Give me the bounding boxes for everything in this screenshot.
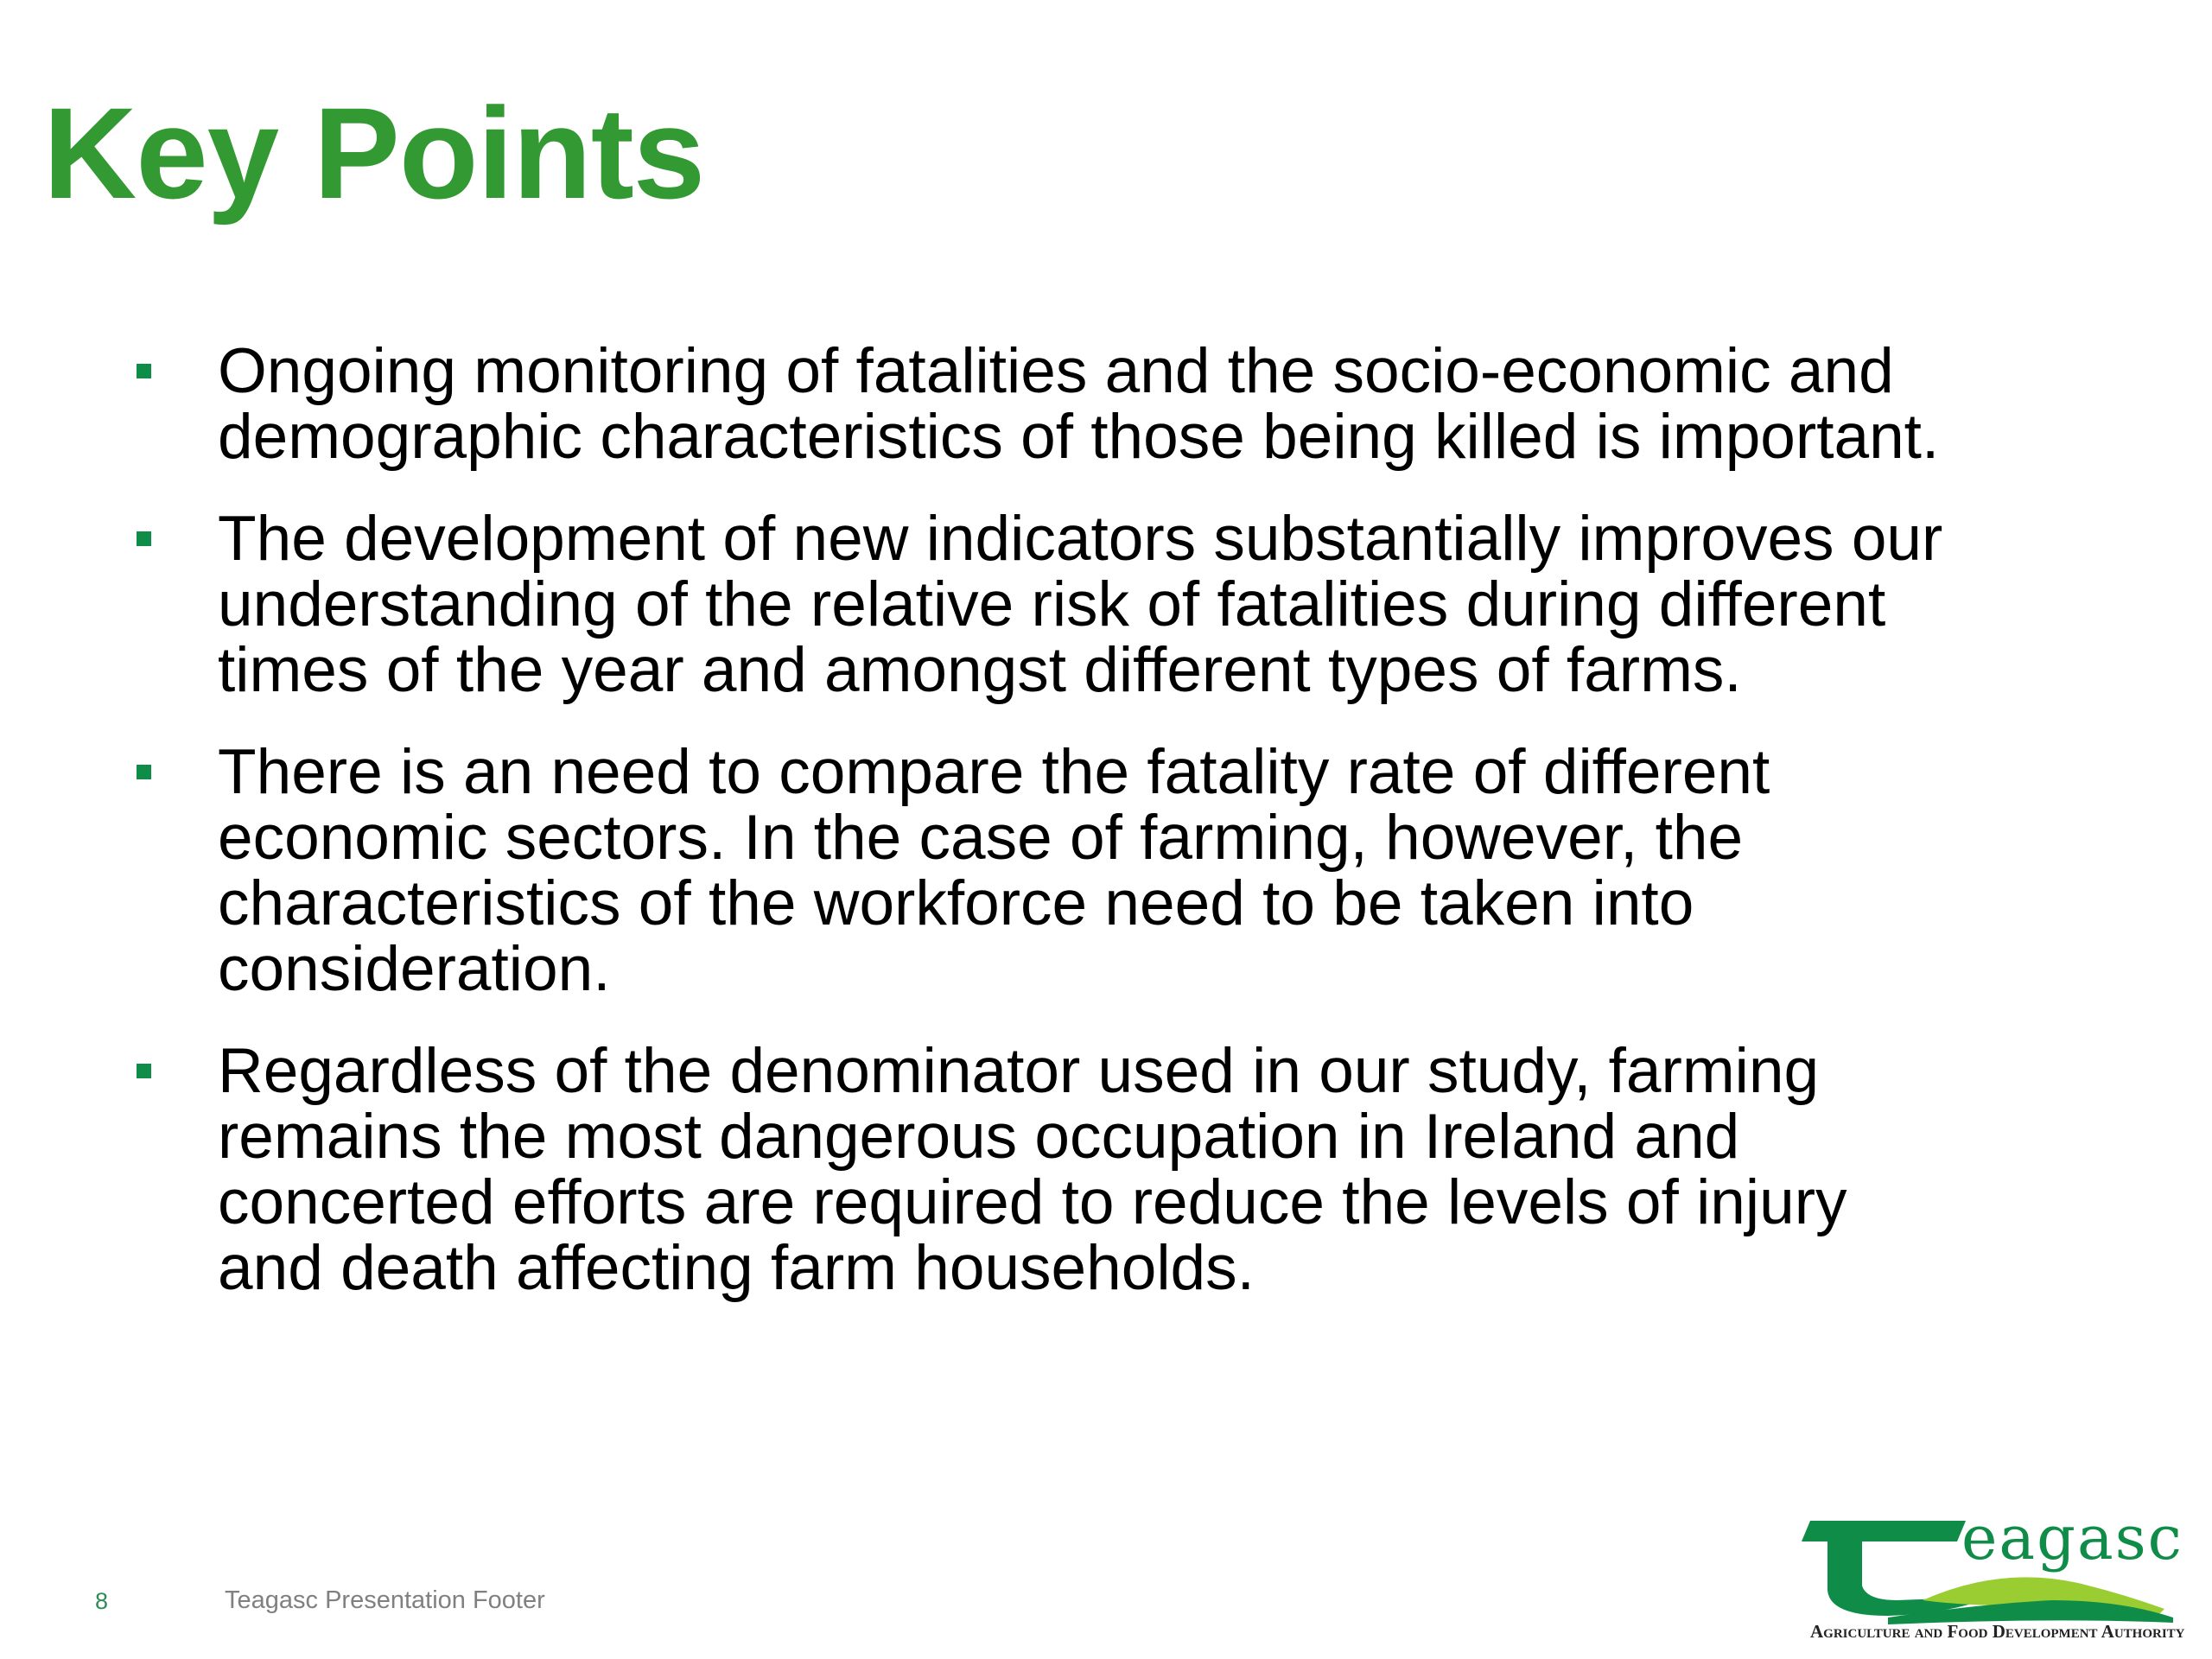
square-bullet-icon: [137, 364, 151, 378]
bullet-item: [0, 737, 2212, 1004]
page-number: 8: [95, 1588, 109, 1614]
logo-tagline: Agriculture and Food Development Authority: [1810, 1621, 2185, 1642]
bullet-text: Ongoing monitoring of fatalities and the socio-economic and demographic characteristics of those being killed is important.: [218, 336, 1940, 472]
bullet-text: Regardless of the denominator used in our study, farming remains the most dangerous occupation in Ireland and concerted efforts are required to reduce the levels of injury and death affecting farm households.: [218, 1036, 1847, 1303]
logo-wordmark: eagasc: [1961, 1503, 2183, 1573]
slide-title: Key Points: [43, 80, 705, 226]
bullet-item: [0, 336, 2212, 472]
bullet-text: The development of new indicators substantially improves our understanding of the relative risk of fatalities during different times of the year and amongst different types of farms.: [218, 504, 1943, 705]
square-bullet-icon: [137, 1064, 151, 1078]
square-bullet-icon: [137, 531, 151, 546]
teagasc-logo: [1793, 1503, 2185, 1646]
bullet-item: [0, 506, 2212, 703]
bullet-text: There is an need to compare the fatality rate of different economic sectors. In the case of farming, however, the characteristics of the workforce need to be taken into consideration.: [218, 737, 1770, 1004]
square-bullet-icon: [137, 765, 151, 779]
bullet-item: [0, 1036, 2212, 1303]
footer-text: Teagasc Presentation Footer: [225, 1586, 545, 1614]
bullet-list: [0, 336, 2212, 1338]
